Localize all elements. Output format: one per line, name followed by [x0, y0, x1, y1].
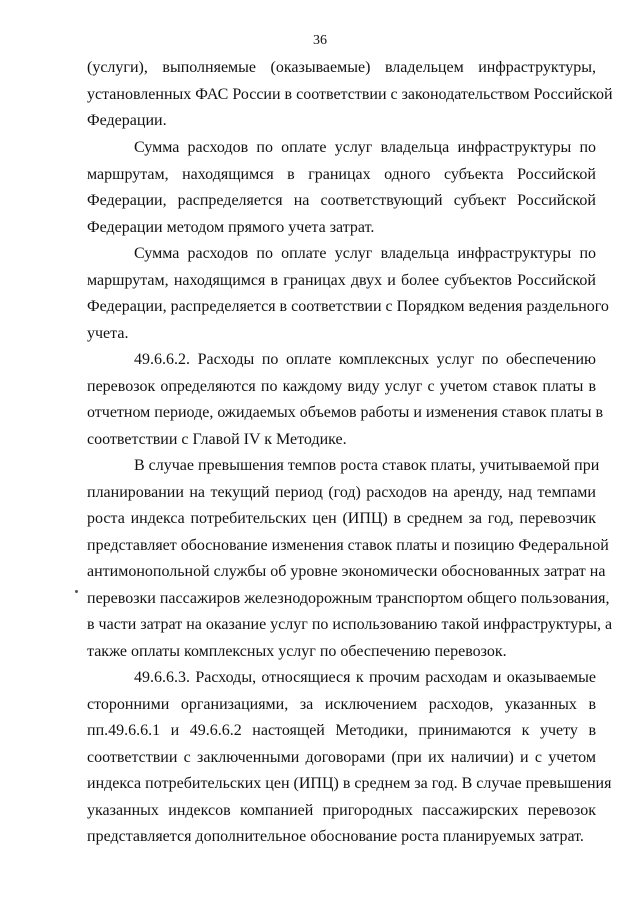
text-line: отчетном периоде, ожидаемых объемов работы и изменения ставок платы в: [87, 404, 604, 421]
page-number: 36: [313, 33, 327, 48]
text-line: Федерации, распределяется на соответствующий субъект Российской: [87, 192, 596, 209]
paragraph-5: [87, 453, 613, 665]
text-line: пп.49.6.6.1 и 49.6.6.2 настоящей Методики, принимаются к учету в: [87, 722, 596, 739]
text-line: в части затрат на оказание услуг по использованию такой инфраструктуры, а: [87, 616, 613, 633]
text-line: соответствии с заключенными договорами (при их наличии) и с учетом: [87, 748, 596, 766]
text-line: 49.6.6.2. Расходы по оплате комплексных услуг по обеспечению: [134, 351, 596, 368]
text-line: роста индекса потребительских цен (ИПЦ) в среднем за год, перевозчик: [87, 510, 596, 527]
text-line: Сумма расходов по оплате услуг владельца инфраструктуры по: [134, 245, 596, 262]
text-line: маршрутам, находящимся в границах одного субъекта Российской: [87, 165, 596, 183]
text-line: Сумма расходов по оплате услуг владельца инфраструктуры по: [134, 139, 596, 156]
text-line: Федерации, распределяется в соответствии с Порядком ведения раздельного: [87, 298, 609, 315]
text-line: Федерации методом прямого учета затрат.: [87, 218, 375, 236]
text-line: перевозки пассажиров железнодорожным транспортом общего пользования,: [87, 589, 610, 607]
text-line: индекса потребительских цен (ИПЦ) в среднем за год. В случае превышения: [87, 775, 612, 792]
paragraph-3: [87, 241, 609, 347]
paragraph-4-section-49-6-6-2: [87, 347, 604, 453]
text-line: антимонопольной службы об уровне экономически обоснованных затрат на: [87, 563, 606, 580]
text-line: маршрутам, находящимся в границах двух и более субъектов Российской: [87, 271, 596, 289]
margin-dot: [75, 590, 78, 593]
paragraph-2: [87, 135, 596, 241]
text-line: (услуги), выполняемые (оказываемые) владельцем инфраструктуры,: [87, 59, 596, 76]
text-line: перевозок определяются по каждому виду услуг с учетом ставок платы в: [87, 377, 596, 395]
text-line: планировании на текущий период (год) расходов на аренду, над темпами: [87, 483, 596, 501]
text-line: указанных индексов компанией пригородных пассажирских перевозок: [87, 801, 596, 819]
text-line: 49.6.6.3. Расходы, относящиеся к прочим расходам и оказываемые: [134, 669, 596, 686]
text-line: соответствии с Главой IV к Методике.: [87, 430, 347, 448]
text-line: Федерации.: [87, 112, 167, 129]
text-line: учета.: [87, 324, 129, 342]
text-line: сторонними организациями, за исключением расходов, указанных в: [87, 695, 596, 713]
text-line: также оплаты комплексных услуг по обеспечению перевозок.: [87, 642, 507, 660]
text-line: установленных ФАС России в соответствии с законодательством Российской: [87, 85, 613, 103]
text-line: представляет обоснование изменения ставок платы и позицию Федеральной: [87, 536, 609, 554]
text-line: представляется дополнительное обоснование роста планируемых затрат.: [87, 828, 584, 845]
paragraph-1: [87, 55, 613, 135]
text-line: В случае превышения темпов роста ставок платы, учитываемой при: [134, 457, 600, 474]
paragraph-6-section-49-6-6-3: [87, 665, 612, 851]
